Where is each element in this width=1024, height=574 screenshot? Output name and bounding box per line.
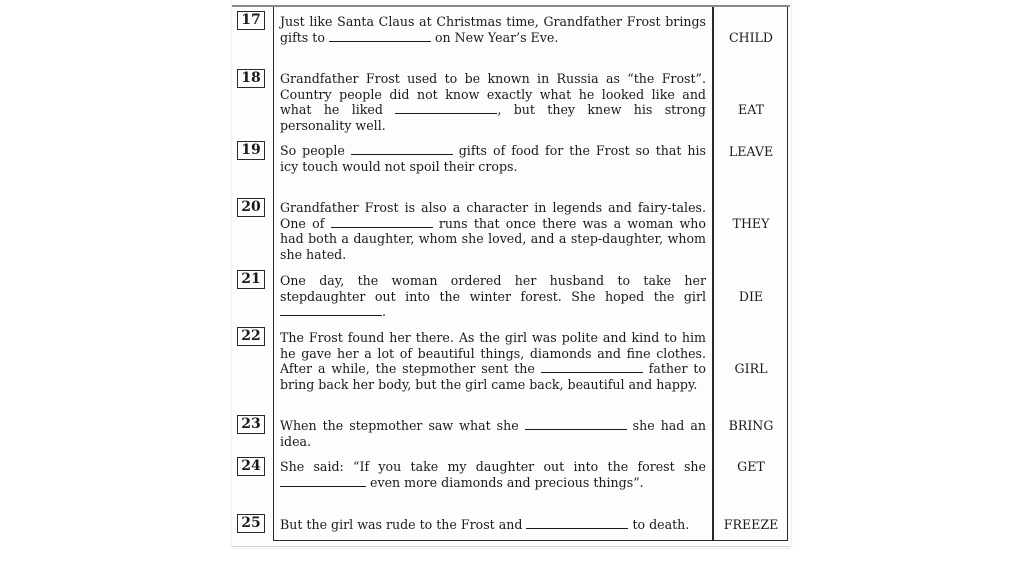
answer-blank[interactable] (526, 518, 628, 529)
item-text: When the stepmother saw what she she had an idea. (280, 418, 706, 449)
item-text: Grandfather Frost used to be known in Russia as “the Frost”. Country people did not know exactly what he looked like and what he liked , but they knew his strong personality well. (280, 71, 706, 133)
item-number: 18 (237, 69, 265, 88)
item-number: 24 (237, 457, 265, 476)
key-word: LEAVE (728, 144, 774, 159)
item-number: 17 (237, 11, 265, 30)
item-text: But the girl was rude to the Frost and to death. (280, 517, 690, 532)
answer-blank[interactable] (280, 476, 366, 487)
item-text: Grandfather Frost is also a character in legends and fairy-tales. One of runs that once there was a woman who had both a daughter, whom she loved, and a step-daughter, whom she hated. (280, 200, 706, 262)
key-word: CHILD (728, 30, 774, 45)
item-number: 19 (237, 141, 265, 160)
key-word: THEY (732, 216, 770, 231)
item-number: 20 (237, 198, 265, 217)
item-text: One day, the woman ordered her husband to take her stepdaughter out into the winter forest. She hoped the girl . (280, 273, 706, 320)
key-word: GIRL (734, 361, 768, 376)
key-word: FREEZE (723, 517, 779, 532)
bottom-rule (232, 546, 790, 547)
item-text: The Frost found her there. As the girl was polite and kind to him he gave her a lot of beautiful things, diamonds and fine clothes. After a while, the stepmother sent the father to bring back her body, but the girl came back, beautiful and happy. (280, 330, 707, 392)
key-word: BRING (728, 418, 774, 433)
item-text: She said: “If you take my daughter out into the forest she even more diamonds and precious things”. (280, 459, 706, 490)
item-text: So people gifts of food for the Frost so that his icy touch would not spoil their crops. (280, 143, 706, 174)
key-word: DIE (738, 289, 764, 304)
key-word: EAT (738, 102, 764, 117)
answer-blank[interactable] (525, 419, 627, 430)
answer-blank[interactable] (331, 217, 433, 228)
item-text: Just like Santa Claus at Christmas time, Grandfather Frost brings gifts to on New Year’s Eve. (280, 14, 706, 45)
answer-blank[interactable] (351, 144, 453, 155)
key-word: GET (737, 459, 765, 474)
item-number: 21 (237, 270, 265, 289)
answer-blank[interactable] (395, 103, 497, 114)
answer-blank[interactable] (280, 305, 382, 316)
item-number: 25 (237, 514, 265, 533)
answer-blank[interactable] (541, 362, 643, 373)
item-number: 22 (237, 327, 265, 346)
answer-blank[interactable] (329, 31, 431, 42)
item-number: 23 (237, 415, 265, 434)
